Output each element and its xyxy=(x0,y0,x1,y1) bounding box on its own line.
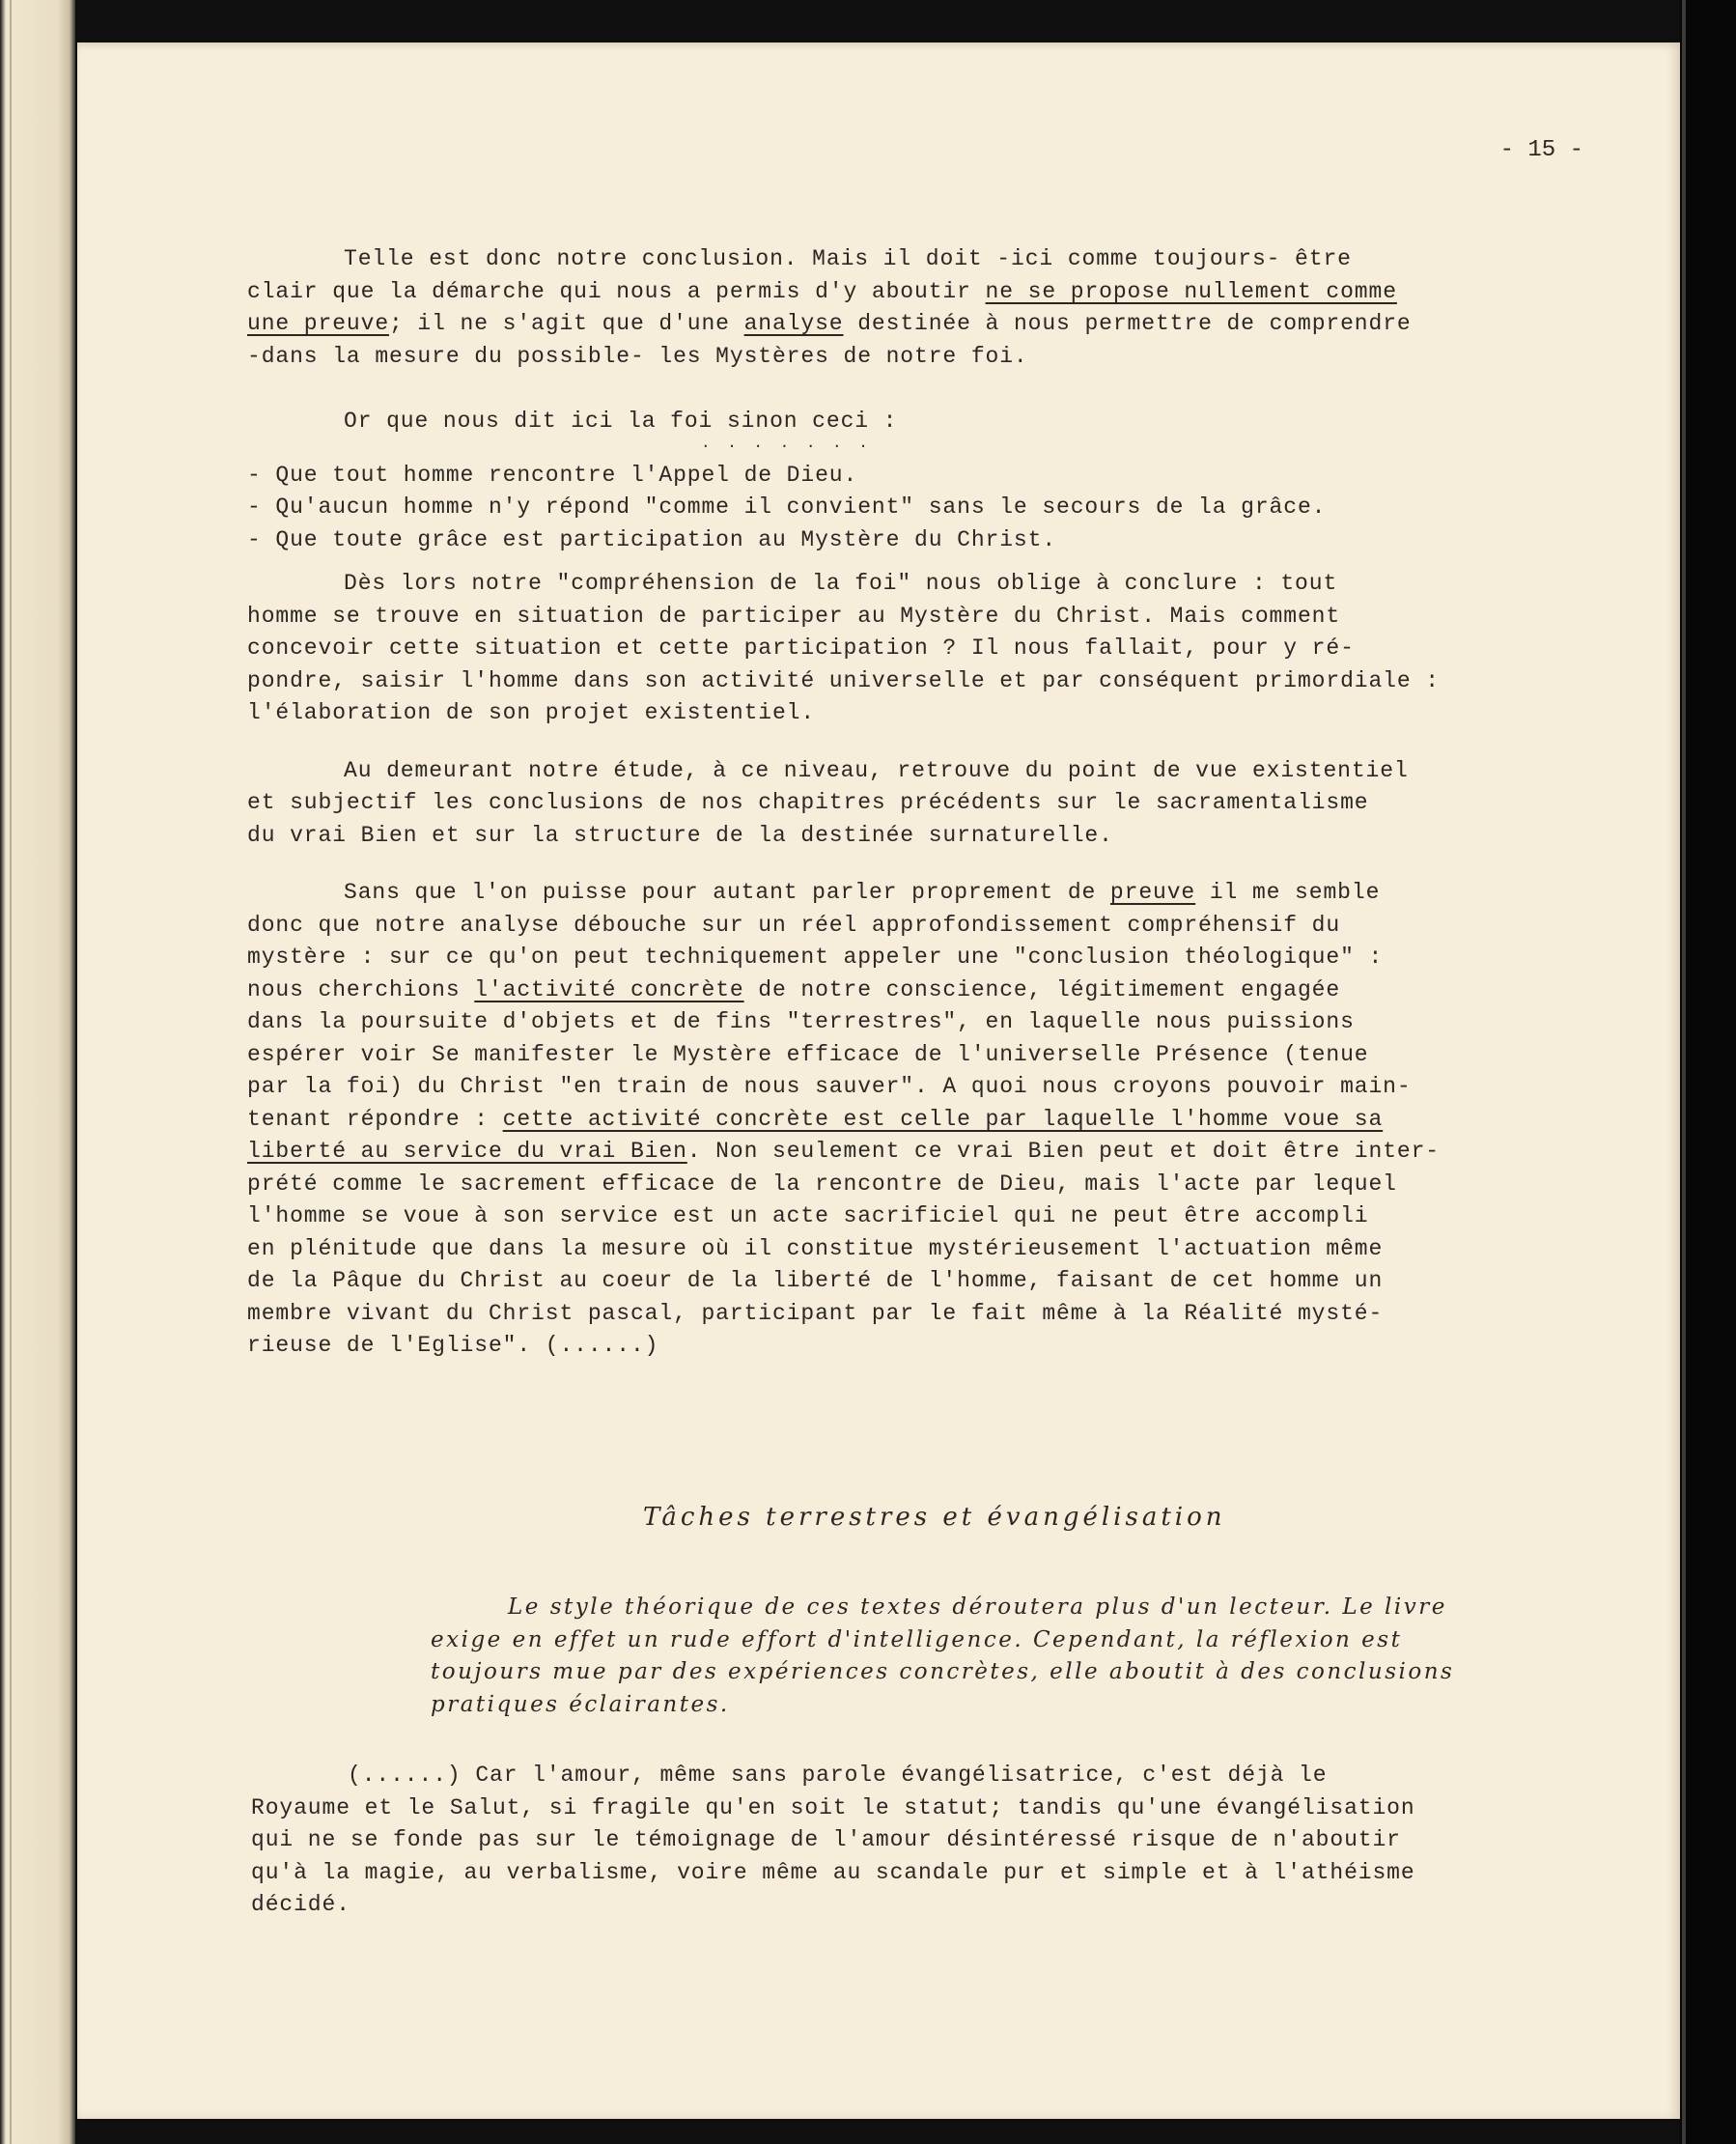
text-line: clair que la démarche qui nous a permis d'y aboutir ne se propose nullement comme xyxy=(247,278,1397,304)
text-line: membre vivant du Christ pascal, participant par le fait même à la Réalité mysté- xyxy=(247,1300,1384,1326)
text-line: nous cherchions l'activité concrète de notre conscience, légitimement engagée xyxy=(247,976,1341,1002)
text-line: prété comme le sacrement efficace de la rencontre de Dieu, mais l'acte par lequel xyxy=(247,1171,1397,1197)
text-line: mystère : sur ce qu'on peut techniquement appeler une "conclusion théologique" : xyxy=(247,945,1384,970)
paragraph-demeurant xyxy=(247,755,1599,853)
text-line: une preuve; il ne s'agit que d'une analyse destinée à nous permettre de comprendre xyxy=(247,311,1412,336)
text-line: Royaume et le Salut, si fragile qu'en soit le statut; tandis qu'une évangélisation xyxy=(251,1794,1415,1820)
text-line: Or que nous dit ici la foi sinon ceci : xyxy=(344,409,898,434)
text-line: décidé. xyxy=(251,1892,350,1917)
binding-strip xyxy=(1682,0,1686,2144)
body-text xyxy=(247,243,1599,1363)
list-item: - Que toute grâce est participation au Mystère du Christ. xyxy=(247,526,1057,552)
text-line: toujours mue par des expériences concrètes, elle aboutit à des conclusions xyxy=(431,1659,1455,1684)
list-item: - Que tout homme rencontre l'Appel de Dieu. xyxy=(247,462,858,488)
text-line: dans la poursuite d'objets et de fins "terrestres", en laquelle nous puissions xyxy=(247,1009,1355,1034)
ellipsis-dots: . . . . . . . xyxy=(701,434,872,452)
text-line: pratiques éclairantes. xyxy=(431,1691,730,1717)
text-line: Sans que l'on puisse pour autant parler proprement de preuve il me semble xyxy=(344,880,1381,905)
text-line: donc que notre analyse débouche sur un réel approfondissement compréhensif du xyxy=(247,912,1341,938)
faith-list xyxy=(247,460,1599,557)
text-line: -dans la mesure du possible- les Mystères de notre foi. xyxy=(247,343,1028,369)
closing-text xyxy=(251,1760,1603,1922)
text-line: concevoir cette situation et cette participation ? Il nous fallait, pour y ré- xyxy=(247,635,1355,661)
text-line: pondre, saisir l'homme dans son activité universelle et par conséquent primordiale : xyxy=(247,667,1440,693)
text-line: espérer voir Se manifester le Mystère efficace de l'universelle Présence (tenue xyxy=(247,1041,1369,1067)
text-line: Au demeurant notre étude, à ce niveau, retrouve du point de vue existentiel xyxy=(344,757,1409,783)
text-line: en plénitude que dans la mesure où il constitue mystérieusement l'actuation même xyxy=(247,1235,1384,1261)
previous-page-edge xyxy=(10,0,12,2144)
underlined-phrase: preuve xyxy=(1109,880,1196,905)
scan-right-edge xyxy=(1680,0,1736,2144)
text-line: l'homme se voue à son service est un acte sacrificiel qui ne peut être accompli xyxy=(247,1203,1369,1228)
underlined-phrase: analyse xyxy=(743,311,844,336)
text-line: Telle est donc notre conclusion. Mais il doit -ici comme toujours- être xyxy=(344,246,1352,271)
underlined-phrase: une preuve xyxy=(247,311,390,336)
text-line: du vrai Bien et sur la structure de la destinée surnaturelle. xyxy=(247,822,1113,848)
text-line: Dès lors notre "compréhension de la foi" nous oblige à conclure : tout xyxy=(344,571,1338,596)
italic-commentary xyxy=(431,1592,1676,1721)
text-line: et subjectif les conclusions de nos chapitres précédents sur le sacramentalisme xyxy=(247,790,1369,815)
text-line: homme se trouve en situation de participer au Mystère du Christ. Mais comment xyxy=(247,603,1341,629)
text-line: par la foi) du Christ "en train de nous sauver". A quoi nous croyons pouvoir main- xyxy=(247,1074,1412,1099)
scan-left-margin xyxy=(0,0,75,2144)
text-line: Le style théorique de ces textes déroutera plus d'un lecteur. Le livre xyxy=(508,1594,1447,1620)
paragraph-foi xyxy=(247,406,1599,438)
section-heading: Tâches terrestres et évangélisation xyxy=(643,1503,1226,1532)
paragraph-conclusion xyxy=(247,243,1599,373)
text-line: qui ne se fonde pas sur le témoignage de l'amour désintéressé risque de n'aboutir xyxy=(251,1827,1401,1852)
text-line: l'élaboration de son projet existentiel. xyxy=(247,700,816,725)
underlined-phrase: cette activité concrète est celle par laquelle l'homme voue sa xyxy=(502,1106,1384,1132)
text-line: (......) Car l'amour, même sans parole évangélisatrice, c'est déjà le xyxy=(348,1763,1328,1788)
paragraph-preuve xyxy=(247,877,1599,1363)
underlined-phrase: ne se propose nullement comme xyxy=(985,278,1397,304)
text-line: de la Pâque du Christ au coeur de la liberté de l'homme, faisant de cet homme un xyxy=(247,1268,1384,1293)
underlined-phrase: l'activité concrète xyxy=(474,976,744,1002)
text-line: liberté au service du vrai Bien. Non seulement ce vrai Bien peut et doit être inter- xyxy=(247,1139,1440,1164)
text-line: exige en effet un rude effort d'intelligence. Cependant, la réflexion est xyxy=(431,1626,1403,1652)
list-item: - Qu'aucun homme n'y répond "comme il convient" sans le secours de la grâce. xyxy=(247,494,1327,520)
paragraph-comprehension xyxy=(247,568,1599,730)
text-line: qu'à la magie, au verbalisme, voire même au scandale pur et simple et à l'athéisme xyxy=(251,1859,1415,1885)
document-page xyxy=(77,42,1680,2119)
paragraph-amour xyxy=(251,1760,1603,1922)
text-line: rieuse de l'Eglise". (......) xyxy=(247,1333,659,1358)
text-line: tenant répondre : cette activité concrète est celle par laquelle l'homme voue sa xyxy=(247,1106,1384,1132)
page-number: - 15 - xyxy=(1499,137,1583,163)
underlined-phrase: liberté au service du vrai Bien xyxy=(247,1139,687,1164)
